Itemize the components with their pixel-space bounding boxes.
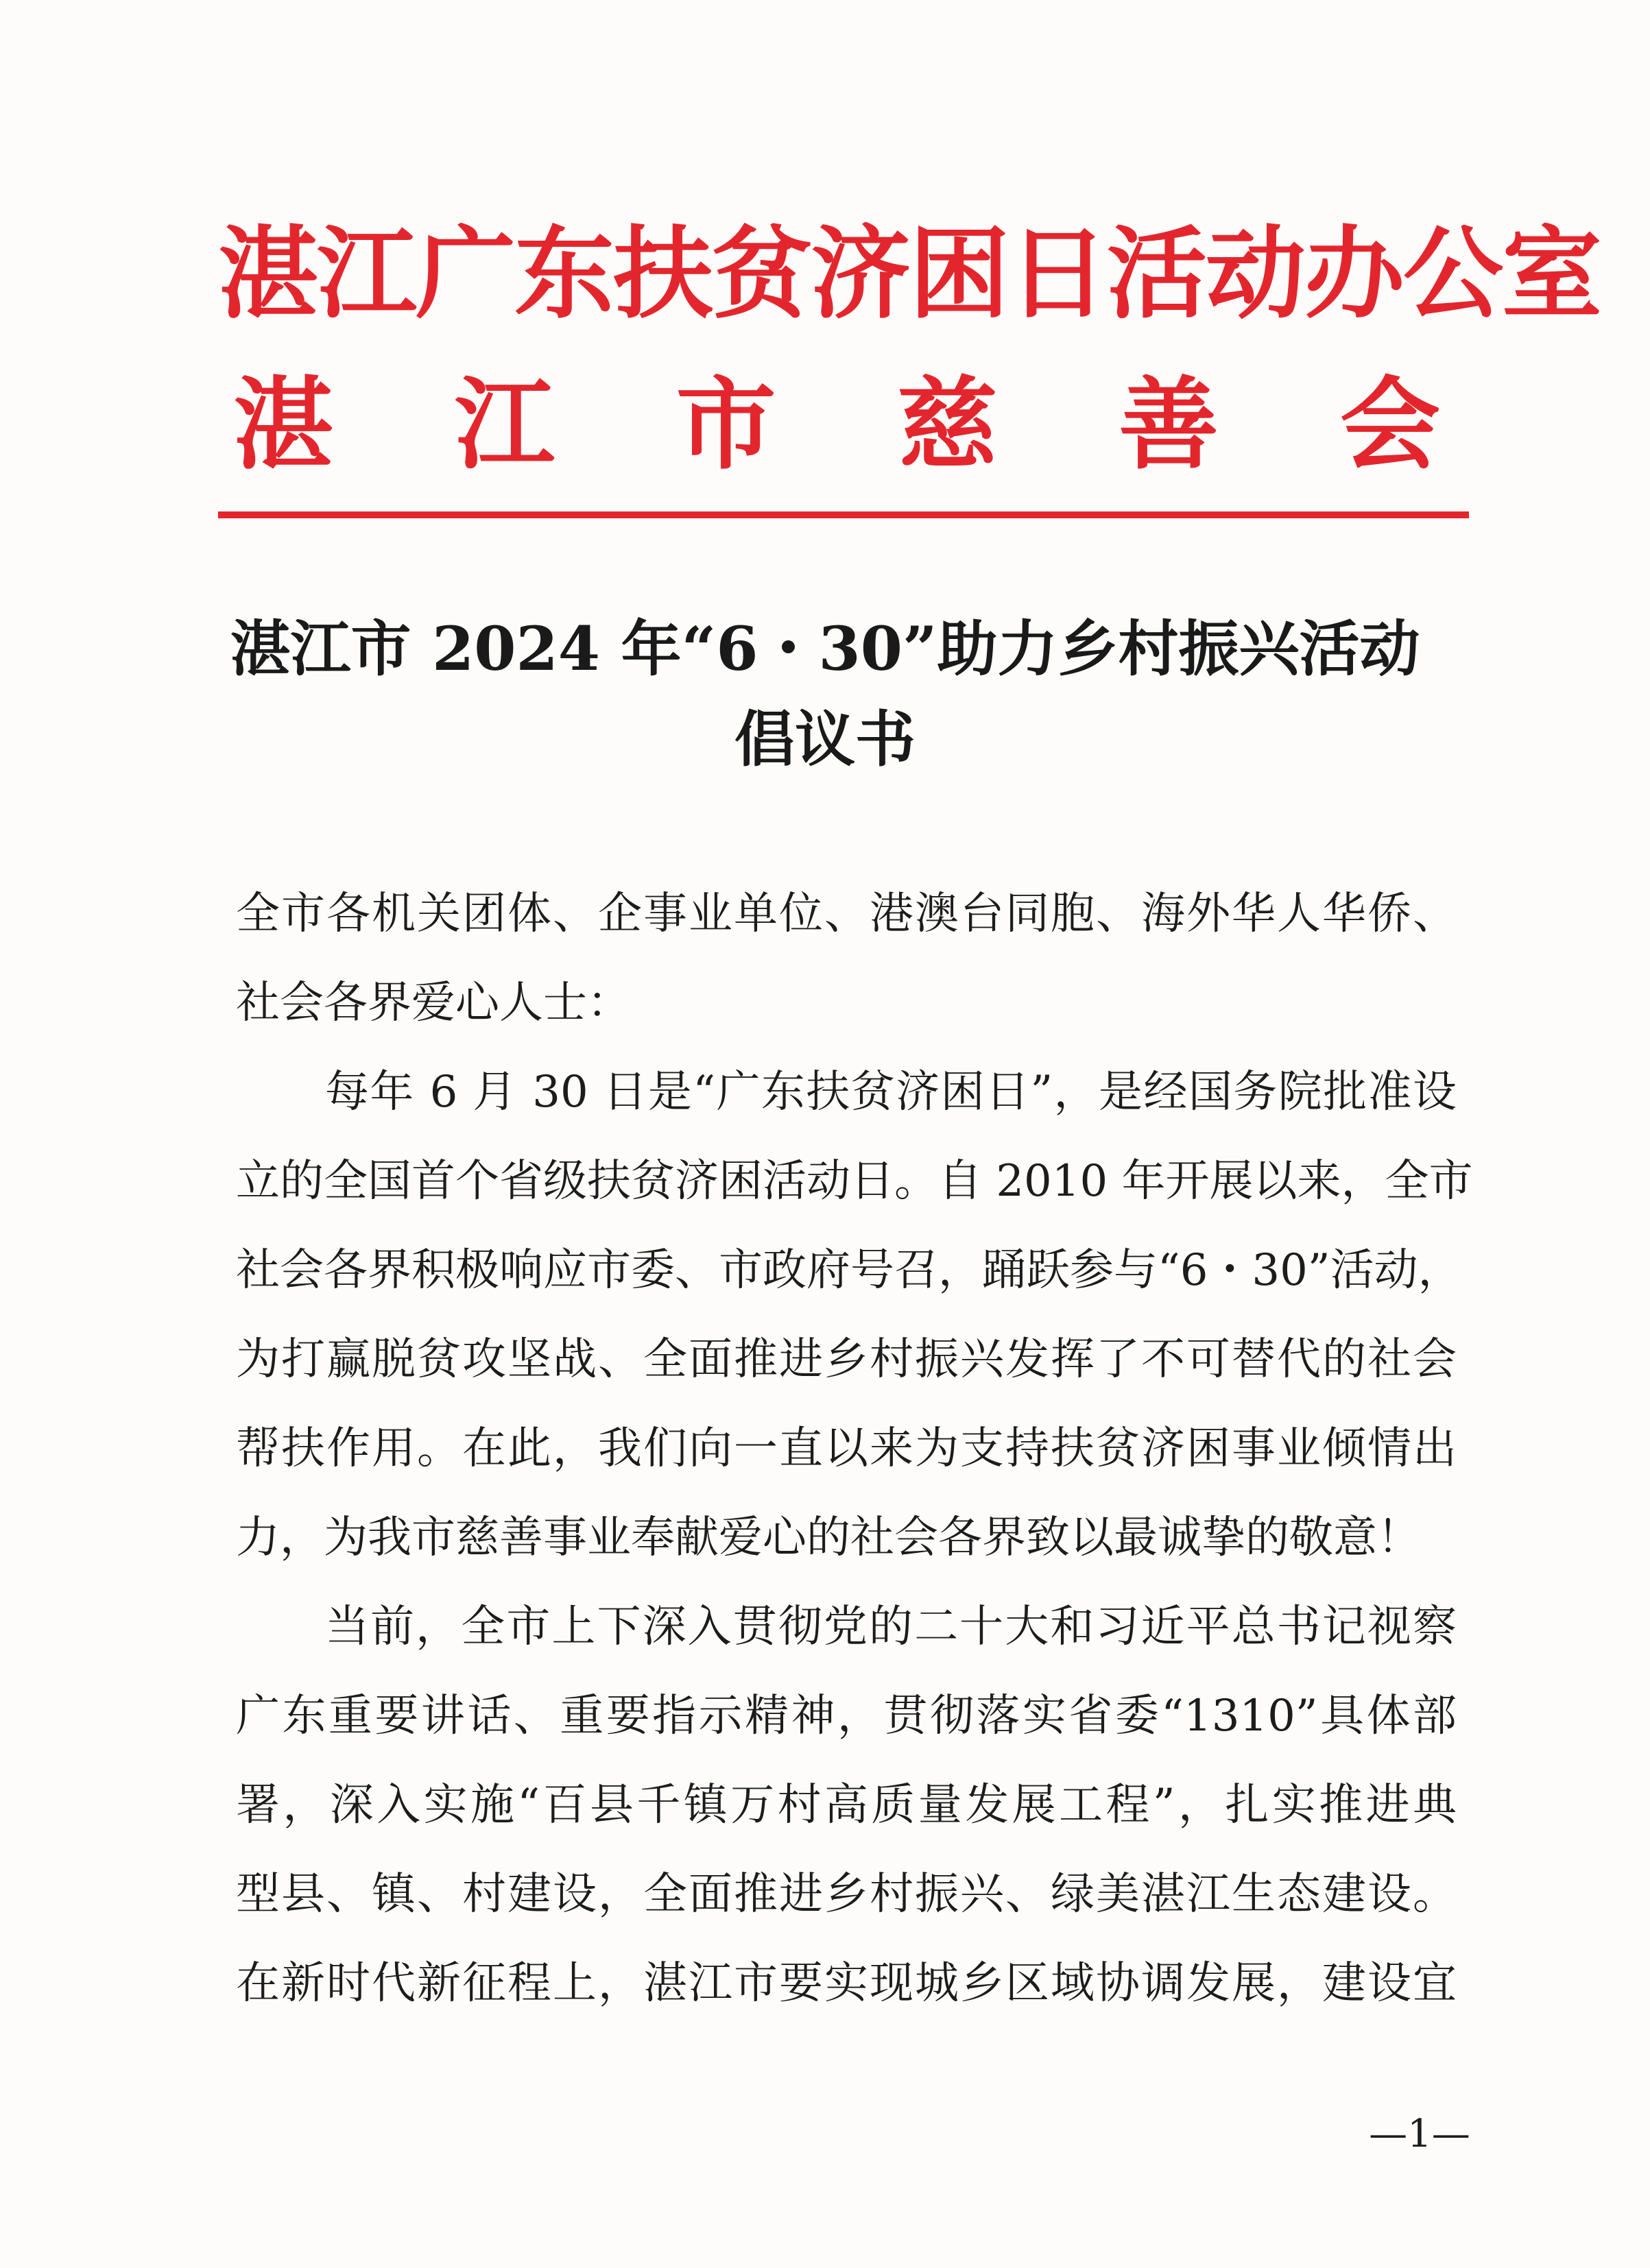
paragraph-line: 型县、镇、村建设，全面推进乡村振兴、绿美湛江生态建设。 — [236, 1869, 1457, 1920]
title-line-1: 湛江市 2024 年“6・30”助力乡村振兴活动 — [230, 613, 1420, 684]
masthead-char: 江 — [454, 366, 555, 483]
paragraph-line: 为打赢脱贫攻坚战、全面推进乡村振兴发挥了不可替代的社会 — [236, 1334, 1457, 1385]
salutation-line: 全市各机关团体、企事业单位、港澳台同胞、海外华人华侨、 — [236, 889, 1457, 939]
paragraph-line: 每年 6 月 30 日是“广东扶贫济困日”，是经国务院批准设 — [325, 1067, 1457, 1118]
masthead-office-name: 湛江广东扶贫济困日活动办公室 — [218, 215, 1601, 333]
page-number: —1— — [1369, 2112, 1470, 2156]
paragraph-line: 广东重要讲话、重要指示精神，贯彻落实省委“1310”具体部 — [236, 1691, 1457, 1741]
document-body — [236, 869, 1473, 2028]
document-title — [137, 603, 1513, 784]
title-line-2: 倡议书 — [734, 703, 916, 775]
masthead-char: 善 — [1119, 366, 1219, 483]
paragraph-line: 当前，全市上下深入贯彻党的二十大和习近平总书记视察 — [325, 1602, 1457, 1652]
paragraph-line: 社会各界积极响应市委、市政府号召，踊跃参与“6・30”活动， — [236, 1245, 1462, 1296]
masthead-char: 会 — [1339, 366, 1440, 483]
masthead-char: 湛 — [233, 366, 333, 483]
paragraph-line: 力，为我市慈善事业奉献爱心的社会各界致以最诚挚的敬意！ — [236, 1512, 1421, 1563]
salutation-line: 社会各界爱心人士： — [236, 978, 631, 1028]
masthead-char: 慈 — [897, 366, 998, 483]
paragraph-line: 立的全国首个省级扶贫济困活动日。自 2010 年开展以来，全市 — [236, 1156, 1473, 1207]
paragraph-line: 帮扶作用。在此，我们向一直以来为支持扶贫济困事业倾情出 — [236, 1423, 1457, 1474]
paragraph-line: 署，深入实施“百县千镇万村高质量发展工程”，扎实推进典 — [236, 1780, 1457, 1831]
red-divider-line — [218, 511, 1469, 518]
masthead-char: 市 — [675, 366, 776, 483]
masthead-charity-name — [233, 366, 1440, 483]
paragraph-line: 在新时代新征程上，湛江市要实现城乡区域协调发展，建设宜 — [236, 1958, 1457, 2009]
